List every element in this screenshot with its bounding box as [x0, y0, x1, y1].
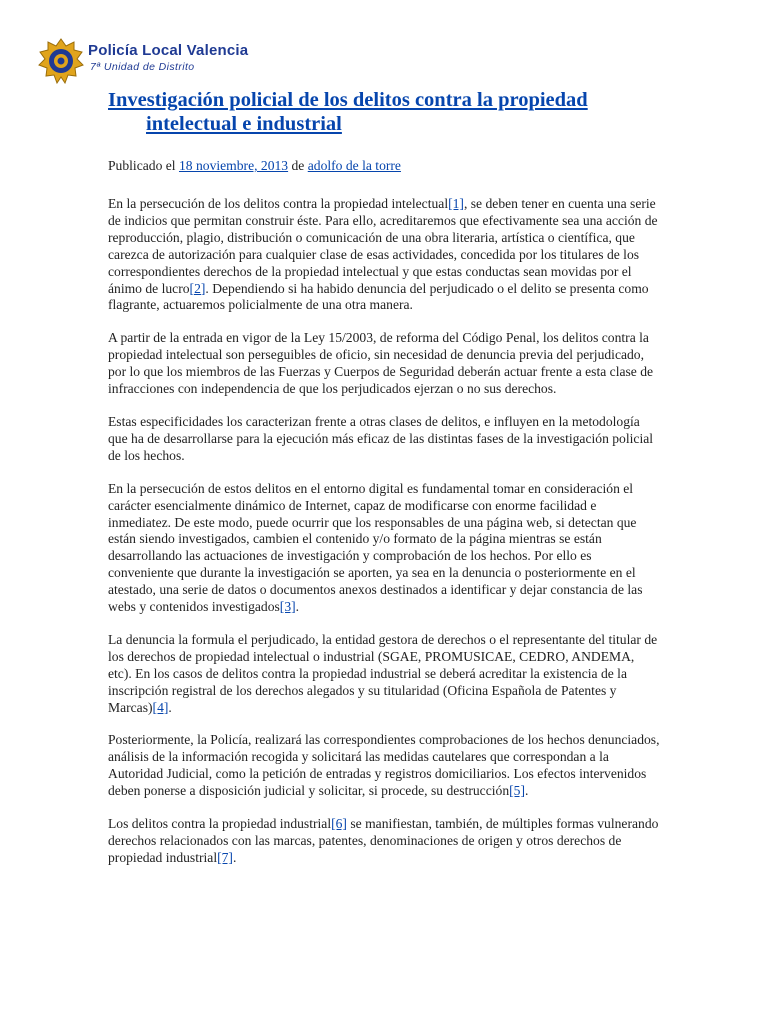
- paragraph-text: En la persecución de los delitos contra la propiedad intelectual: [108, 196, 449, 211]
- footnote-link-4[interactable]: [4]: [152, 699, 169, 715]
- paragraph-text: .: [168, 699, 172, 715]
- paragraph-7: [108, 816, 660, 867]
- footnote-link-1[interactable]: [1]: [448, 196, 464, 211]
- paragraph-5: [108, 632, 660, 717]
- paragraph-text: .: [524, 783, 529, 799]
- paragraph-text: Los delitos contra la propiedad industrial: [108, 816, 332, 832]
- article: [108, 88, 660, 883]
- brand-title: Policía Local Valencia: [88, 42, 249, 59]
- brand-subtitle: 7ª Unidad de Distrito: [90, 61, 195, 73]
- footnote-link-6[interactable]: [6]: [331, 816, 347, 832]
- paragraph-text: . Dependiendo si ha habido denuncia del perjudicado o el delito se presenta como flagrante, actuaremos policialmente de una otra manera.: [108, 280, 649, 313]
- footnote-link-3[interactable]: [3]: [279, 599, 296, 615]
- article-meta: [108, 157, 660, 175]
- publish-date-link[interactable]: 18 noviembre, 2013: [178, 158, 289, 173]
- paragraph-text: En la persecución de estos delitos en el entorno digital es fundamental tomar en consideración el carácter esencialmente dinámico de Internet, capaz de modificarse con enorme facilidad e inmediatez. De este modo, puede ocurrir que los responsables de una página web, si detectan que están siendo investigados, cambien el contenido y/o formato de la página mientras se están desarrollando las actuaciones de investigación y comprobación de los hechos. Por ello es conveniente que durante la investigación se aporten, ya sea en la denuncia o posteriormente en el atestado, una serie de datos o documentos anexos destinados a identificar y dejar constancia de las webs y contenidos investigados: [108, 480, 643, 615]
- paragraph-text: .: [232, 849, 237, 865]
- paragraph-4: [108, 481, 660, 616]
- paragraph-3: [108, 414, 660, 465]
- paragraph-2: [108, 330, 660, 398]
- police-badge-icon: [38, 38, 84, 84]
- footnote-link-5[interactable]: [5]: [509, 783, 525, 799]
- paragraph-1: [108, 196, 660, 314]
- footnote-link-2[interactable]: [2]: [189, 280, 206, 296]
- author-link[interactable]: adolfo de la torre: [307, 158, 401, 173]
- article-title[interactable]: Investigación policial de los delitos contra la propiedad intelectual e industrial: [108, 89, 588, 135]
- meta-by: de: [288, 158, 308, 173]
- paragraph-text: La denuncia la formula el perjudicado, la entidad gestora de derechos o el representante del titular de los derechos de propiedad intelectual o industrial (SGAE, PROMUSICAE, CEDRO, ANDEMA, etc). En los casos de delitos contra la propiedad industrial se deberá acreditar la existencia de la inscripción registral de los derechos alegados y su titularidad (Oficina Española de Patentes y Marcas): [108, 631, 658, 715]
- paragraph-text: .: [295, 599, 300, 615]
- paragraph-text: se manifiestan, también, de múltiples formas vulnerando derechos relacionados con las marcas, patentes, denominaciones de origen y otros derechos de propiedad industrial: [108, 816, 659, 865]
- meta-prefix: Publicado el: [108, 158, 179, 173]
- paragraph-text: , se deben tener en cuenta una serie de indicios que permitan construir éste. Para ello, acreditaremos que efectivamente sea una acción de reproducción, plagio, distribución o comunicación de una obra literaria, artística o científica, que carezca de autorización para cualquier clase de esas actividades, concedida por los titulares de los correspondientes derechos de la propiedad intelectual y que estas conductas sean movidas por el ánimo de lucro: [108, 196, 658, 296]
- footnote-link-7[interactable]: [7]: [217, 849, 233, 865]
- paragraph-text: Posteriormente, la Policía, realizará las correspondientes comprobaciones de los hechos denunciados, análisis de la información recogida y solicitará las medidas cautelares que correspondan a la Autoridad Judicial, como la petición de entradas y registros domiciliarios. Los efectos intervenidos deben ponerse a disposición judicial y solicitar, si procede, su destrucción: [108, 732, 660, 799]
- paragraph-6: [108, 732, 660, 800]
- paragraph-text: Estas especificidades los caracterizan frente a otras clases de delitos, e influyen en la metodología que ha de desarrollarse para la ejecución más eficaz de las distintas fases de la investigación policial de los hechos.: [108, 413, 654, 463]
- site-header: [38, 38, 278, 86]
- paragraph-text: A partir de la entrada en vigor de la Ley 15/2003, de reforma del Código Penal, los delitos contra la propiedad intelectual son perseguibles de oficio, sin necesidad de denuncia previa del perjudicado, por lo que los miembros de las Fuerzas y Cuerpos de Seguridad deberán actuar frente a esta clase de infracciones con independencia de que los perjudicados ejerzan o no sus derechos.: [108, 330, 654, 397]
